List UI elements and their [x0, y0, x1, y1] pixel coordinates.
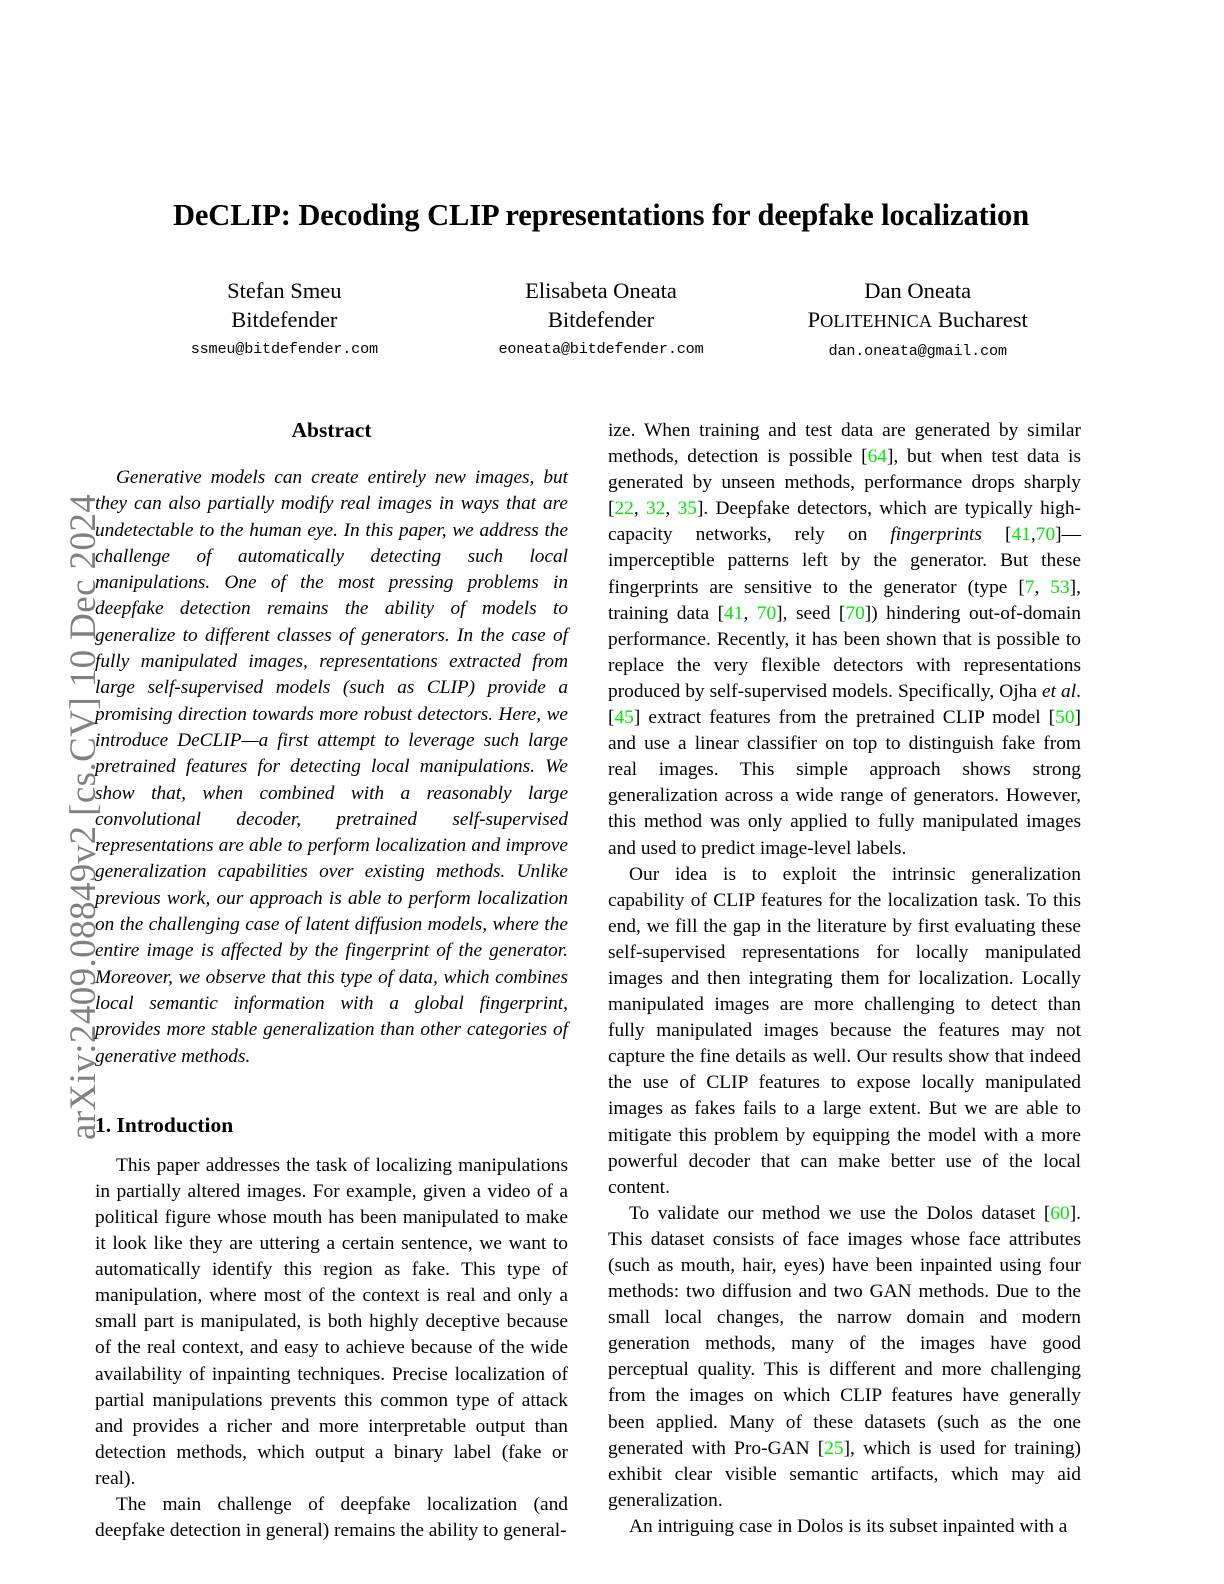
par2-sep-4: , [1034, 576, 1051, 598]
citation-70b[interactable]: 70 [756, 602, 777, 624]
par2-run-7: ], seed [ [776, 602, 846, 624]
affiliation-tail: Bucharest [932, 307, 1028, 332]
intro-paragraph-2-lead: The main challenge of deepfake localization (and deepfake detection in general) remains the ability to general- [95, 1494, 568, 1542]
author-name: Elisabeta Oneata [525, 278, 677, 303]
par2-run-9: . [ [608, 680, 1081, 729]
arxiv-stamp [0, 0, 104, 1584]
arxiv-stamp-text: arXiv:2409.08849v2 [cs.CV] 10 Dec 2024 [63, 493, 104, 1140]
author-affiliation: Bitdefender [547, 307, 655, 332]
section-heading-introduction: 1. Introduction [95, 1112, 234, 1137]
citation-41b[interactable]: 41 [724, 602, 744, 624]
par2-run-8: ]) hindering out-of-domain performance. Recently, it has been shown that is possible to replace the very flexible detectors with representations produced by self-supervised models. Specifically, Ojha [608, 602, 1081, 702]
intro-paragraph-3 [608, 862, 1081, 1201]
author-affiliation: Bitdefender [231, 307, 338, 332]
citation-70c[interactable]: 70 [845, 602, 865, 624]
author-block [96, 277, 1106, 366]
author-affiliation [759, 305, 1076, 336]
par4-run-1: To validate our method we use the Dolos dataset [ [629, 1202, 1051, 1224]
abstract-text: Generative models can create entirely new images, but they can also partially modify real images in ways that are undetectable to the human eye. In this paper, we address the challenge of automatically detecting such local manipulations. One of the most pressing problems in deepfake detection remains the ability of models to generalize to different classes of generators. In the case of fully manipulated images, representations extracted from large self-supervised models (such as CLIP) provide a promising direction towards more robust detectors. Here, we introduce DeCLIP—a first attempt to leverage such large pretrained features for detecting local manipulations. We show that, when combined with a reasonably large convolutional decoder, pretrained self-supervised representations are able to perform localization and improve generalization capabilities over existing methods. Unlike previous work, our approach is able to perform localization on the challenging case of latent diffusion models, where the entire image is affected by the fingerprint of the generator. Moreover, we observe that this type of data, which combines local semantic information with a global fingerprint, provides more stable generalization than other categories of generative methods. [95, 467, 568, 1067]
intro-paragraph-1-text: This paper addresses the task of localizing manipulations in partially altered images. For example, given a video of a political figure whose mouth has been manipulated to make it look like they are uttering a certain sentence, we want to automatically identify this region as fake. This type of manipulation, where most of the context is real and only a small part is manipulated, is both highly deceptive because of the real context, and easy to achieve because of the wide availability of inpainting techniques. Precise localization of partial manipulations prevents this common type of attack and provides a richer and more interpretable output than detection methods, which output a binary label (fake or real). [95, 1154, 568, 1489]
par2-sep-2: , [665, 498, 678, 520]
citation-64[interactable]: 64 [867, 446, 887, 468]
par2-run-10: ] extract features from the pretrained CLIP model [ [633, 707, 1056, 729]
intro-paragraph-5-text: An intriguing case in Dolos is its subset inpainted with a [629, 1515, 1068, 1537]
paper-header [96, 0, 1106, 366]
intro-paragraph-1 [95, 1153, 568, 1492]
author-entry [126, 277, 443, 366]
par2-run-4: [ [981, 524, 1012, 546]
citation-50[interactable]: 50 [1055, 707, 1075, 729]
citation-70a[interactable]: 70 [1035, 524, 1056, 546]
citation-25[interactable]: 25 [824, 1437, 844, 1459]
affiliation-smallcaps-rest: OLITEHNICA [820, 311, 933, 331]
par2-sep-1: , [633, 498, 647, 520]
par4-run-2: ]. This dataset consists of face images whose face attributes (such as mouth, hair, eyes) have been inpainted using four methods: two diffusion and two GAN methods. Due to the small local changes, the narrow domain and modern generation methods, many of the images have good perceptual quality. This is different and more challenging from the images on which CLIP features have generally been applied. Many of these datasets (such as the one generated with Pro-GAN [ [608, 1202, 1081, 1459]
intro-paragraph-3-text: Our idea is to exploit the intrinsic generalization capability of CLIP features for the localization task. To this end, we fill the gap in the literature by first evaluating these self-supervised representations for locally manipulated images and then integrating them for localization. Locally manipulated images are more challenging to detect than fully manipulated images because the features may not capture the fine details as well. Our results show that indeed the use of CLIP features to expose locally manipulated images as fakes fails to a large extent. But we are able to mitigate this problem by equipping the model with a more powerful decoder that can make better use of the local content. [608, 863, 1081, 1198]
left-column [95, 418, 568, 1544]
author-email[interactable]: eoneata@bitdefender.com [498, 340, 704, 358]
author-entry [443, 277, 760, 366]
citation-53[interactable]: 53 [1050, 576, 1070, 598]
intro-paragraph-2-continued [608, 418, 1081, 862]
author-name: Dan Oneata [864, 278, 972, 303]
intro-paragraph-2-left-part [95, 1492, 568, 1544]
citation-7[interactable]: 7 [1024, 576, 1035, 598]
citation-45[interactable]: 45 [614, 707, 634, 729]
par2-run-2: ], but when test data is generated by unseen methods, performance drops sharply [ [608, 446, 1081, 520]
par2-run-5: ]—imperceptible patterns left by the generator. But these fingerprints are sensitive to the generator (type [ [608, 524, 1082, 598]
citation-60[interactable]: 60 [1050, 1202, 1070, 1224]
emphasis-et-al: et al [1042, 680, 1077, 702]
par2-run-3: ]. Deepfake detectors, which are typically high-capacity networks, rely on [608, 498, 1082, 546]
citation-32[interactable]: 32 [646, 498, 666, 520]
author-entry [759, 277, 1076, 366]
emphasis-fingerprints: fingerprints [890, 524, 982, 546]
intro-paragraph-5 [608, 1514, 1081, 1540]
par4-run-3: ], which is used for training) exhibit clear visible semantic artifacts, which may aid generalization. [608, 1437, 1081, 1511]
par2-run-6: ], training data [ [608, 576, 1081, 624]
intro-paragraph-4 [608, 1201, 1081, 1514]
body-columns [95, 418, 1107, 1542]
citation-41a[interactable]: 41 [1011, 524, 1031, 546]
par2-run-1: ize. When training and test data are generated by similar methods, detection is possible [ [608, 420, 1081, 468]
author-name: Stefan Smeu [227, 278, 342, 303]
citation-35[interactable]: 35 [677, 498, 697, 520]
par2-sep-3: , [1030, 524, 1036, 546]
abstract-heading: Abstract [291, 418, 372, 442]
affiliation-smallcaps-lead: P [807, 307, 821, 332]
abstract-paragraph [95, 465, 568, 1070]
citation-22[interactable]: 22 [614, 498, 634, 520]
author-email[interactable]: dan.oneata@gmail.com [828, 342, 1007, 360]
right-column [608, 418, 1081, 1540]
par2-run-11: ] and use a linear classifier on top to distinguish fake from real images. This simple approach shows strong generalization across a wide range of generators. However, this method was only applied to fully manipulated images and used to predict image-level labels. [608, 707, 1081, 859]
author-email[interactable]: ssmeu@bitdefender.com [190, 340, 378, 358]
page-title: DeCLIP: Decoding CLIP representations for deepfake localization [172, 198, 1030, 232]
par2-sep-5: , [743, 602, 757, 624]
